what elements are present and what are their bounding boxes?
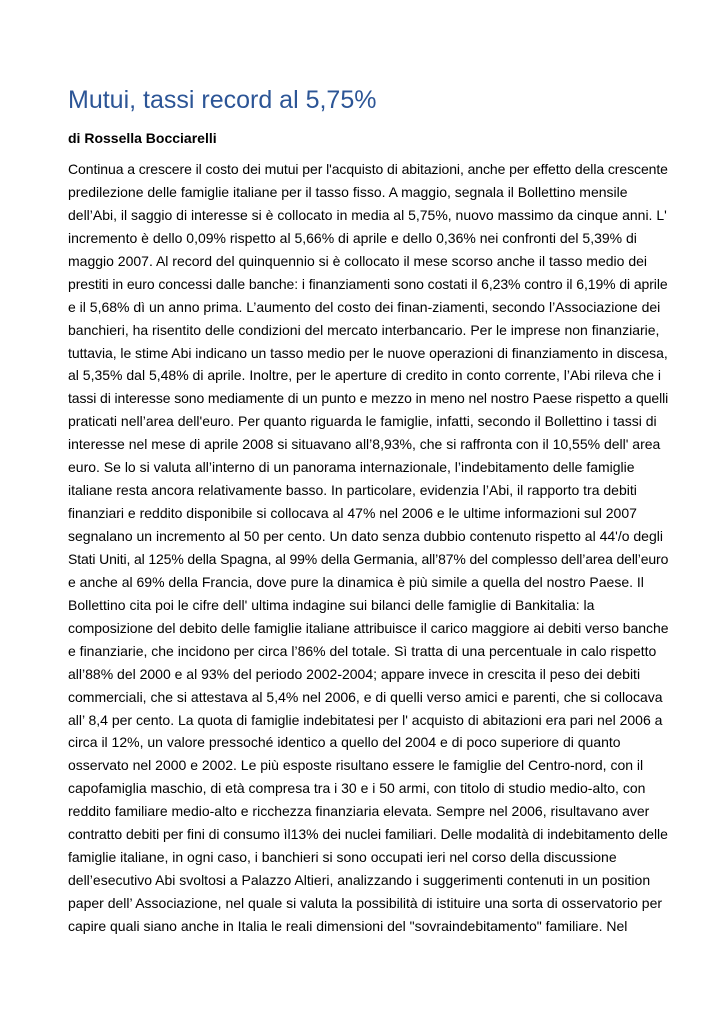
- body-line: italiane resta ancora relativamente basso. In particolare, evidenzia l’Abi, il rapporto tra debiti: [68, 482, 637, 499]
- body-line: e il 5,68% dì un anno prima. L’aumento del costo dei finan-ziamenti, secondo l’Associazione dei: [68, 298, 661, 315]
- article-title: Mutui, tassi record al 5,75%: [68, 86, 377, 114]
- body-line: al 5,35% dal 5,48% di aprile. Inoltre, per le aperture di credito in conto corrente, l’Abi rileva che i: [68, 367, 661, 384]
- body-line: reddito familiare medio-alto e ricchezza finanziaria elevata. Sempre nel 2006, risultavano aver: [68, 803, 650, 820]
- body-line: famiglie italiane, in ogni caso, i banchieri si sono occupati ieri nel corso della discussione: [68, 849, 617, 866]
- body-line: contratto debiti per fini di consumo ìl13% dei nuclei familiari. Delle modalità di indebitamento delle: [68, 826, 668, 843]
- body-line: capire quali siano anche in Italia le reali dimensioni del "sovraindebitamento" familiare. Nel: [68, 917, 628, 934]
- body-line: dell’esecutivo Abi svoltosi a Palazzo Altieri, analizzando i suggerimenti contenuti in un position: [68, 872, 651, 889]
- body-line: e anche al 69% della Francia, dove pure la dinamica è più simile a quella del nostro Paese. Il: [68, 573, 644, 590]
- body-line: paper dell’ Associazione, nel quale si valuta la possibilità di istituire una sorta di osservatorio per: [68, 895, 663, 911]
- body-line: praticati nell’area dell'euro. Per quanto riguarda le famiglie, infatti, secondo il Bollettino i tassi di: [68, 413, 657, 430]
- body-line: tuttavia, le stime Abi indicano un tasso medio per le nuove operazioni di finanziamento in discesa,: [68, 344, 668, 361]
- body-line: Continua a crescere il costo dei mutui per l'acquisto di abitazioni, anche per effetto della crescente: [68, 161, 668, 177]
- body-line: segnalano un incremento al 50 per cento. Un dato senza dubbio contenuto rispetto al 44'/o degli: [68, 528, 663, 544]
- article-body: [68, 158, 668, 938]
- body-line: all’ 8,4 per cento. La quota di famiglie indebitatesi per l' acquisto di abitazioni era pari nel 2006 a: [68, 711, 663, 728]
- body-line: Stati Uniti, al 125% della Spagna, al 99% della Germania, all’87% del complesso dell’area dell’euro: [68, 550, 669, 567]
- body-line: all’88% del 2000 e al 93% del periodo 2002-2004; appare invece in crescita il peso dei debiti: [68, 665, 641, 682]
- body-line: prestiti in euro concessi dalle banche: i finanziamenti sono costati il 6,23% contro il 6,19% di aprile: [68, 275, 668, 292]
- body-line: capofamiglia maschio, di età compresa tra i 30 e i 50 armi, con titolo di studio medio-alto, con: [68, 780, 646, 797]
- body-line: finanziari e reddito disponibile si collocava al 47% nel 2006 e le ultime informazioni sul 2007: [68, 505, 637, 522]
- body-line: commerciali, che si attestava al 5,4% nel 2006, e di quelli verso amici e parenti, che si collocava: [68, 688, 663, 705]
- body-line: interesse nel mese di aprile 2008 si situavano all’8,93%, che si raffronta con il 10,55% dell' area: [68, 436, 661, 453]
- body-line: predilezione delle famiglie italiane per il tasso fisso. A maggio, segnala il Bollettino mensile: [68, 183, 628, 200]
- body-line: incremento è dello 0,09% rispetto al 5,66% di aprile e dello 0,36% nei confronti del 5,39% di: [68, 229, 637, 246]
- body-line: euro. Se lo si valuta all’interno di un panorama internazionale, l’indebitamento delle famiglie: [68, 459, 635, 476]
- body-line: tassi di interesse sono mediamente di un punto e mezzo in meno nel nostro Paese rispetto a quelli: [68, 390, 669, 407]
- body-line: osservato nel 2000 e 2002. Le più esposte risultano essere le famiglie del Centro-nord, con il: [68, 757, 644, 774]
- body-line: Bollettino cita poi le cifre dell' ultima indagine sui bilanci delle famiglie di Bankitalia: la: [68, 596, 595, 613]
- body-line: composizione del debito delle famiglie italiane attribuisce il carico maggiore ai debiti verso banche: [68, 619, 669, 636]
- body-line: maggio 2007. Al record del quinquennio si è collocato il mese scorso anche il tasso medio dei: [68, 252, 648, 269]
- body-line: e finanziarie, che incidono per circa l’86% del totale. Sì tratta di una percentuale in calo rispetto: [68, 642, 657, 659]
- body-line: dell’Abi, il saggio di interesse si è collocato in media al 5,75%, nuovo massimo da cinque anni. L': [68, 206, 667, 223]
- article-byline: di Rossella Bocciarelli: [68, 130, 217, 146]
- body-line: banchieri, ha risentito delle condizioni del mercato interbancario. Per le imprese non finanziarie,: [68, 321, 660, 338]
- body-line: circa il 12%, un valore pressoché identico a quello del 2004 e di poco superiore di quanto: [68, 734, 621, 751]
